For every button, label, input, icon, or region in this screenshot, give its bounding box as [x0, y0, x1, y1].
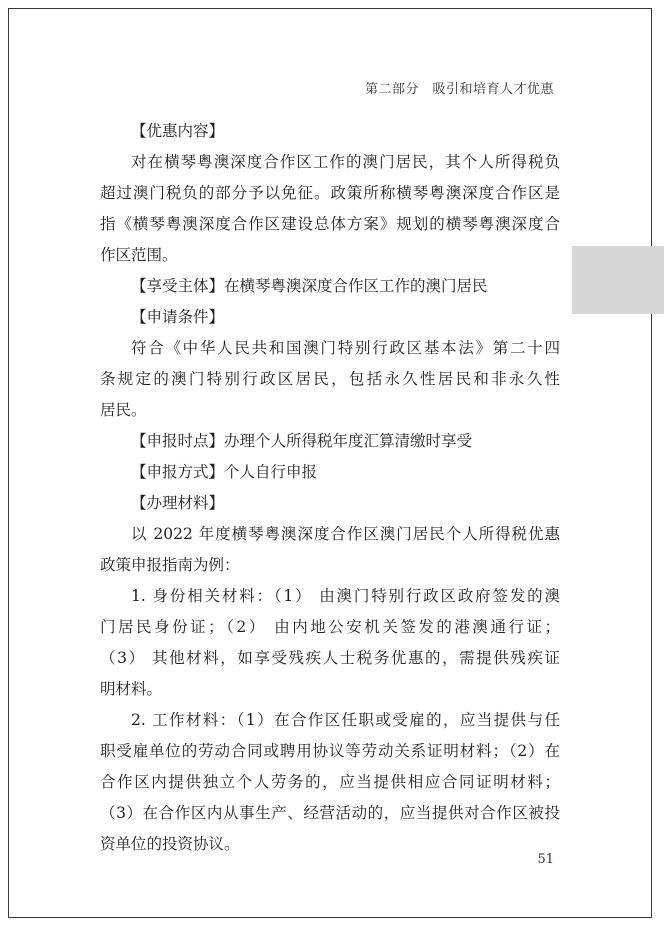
paragraph-line: 对在横琴粤澳深度合作区工作的澳门居民，其个人所得税负 — [131, 153, 560, 171]
section-heading: 【办理材料】 — [131, 494, 225, 512]
section-heading: 【优惠内容】 — [131, 122, 225, 140]
paragraph-line: 以 2022 年度横琴粤澳深度合作区澳门居民个人所得税优惠 — [131, 525, 560, 543]
section-heading: 【申报方式】个人自行申报 — [131, 463, 318, 481]
page-number: 51 — [537, 852, 554, 867]
list-item-line: （3）在合作区内从事生产、经营活动的，应当提供对合作区被投 — [100, 804, 560, 822]
section-heading: 【申请条件】 — [131, 308, 225, 326]
running-header: 第二部分 吸引和培育人才优惠 — [364, 82, 554, 97]
list-item-line: 职受雇单位的劳动合同或聘用协议等劳动关系证明材料；（2）在 — [100, 742, 560, 760]
body-text — [100, 116, 560, 860]
list-item-line: 资单位的投资协议。 — [100, 835, 240, 853]
list-item-line: 门居民身份证；（2） 由内地公安机关签发的港澳通行证； — [100, 618, 560, 636]
section-heading: 【申报时点】办理个人所得税年度汇算清缴时享受 — [131, 432, 473, 450]
section-heading: 【享受主体】在横琴粤澳深度合作区工作的澳门居民 — [131, 277, 488, 295]
list-item-line: 2. 工作材料：（1）在合作区任职或受雇的，应当提供与任 — [131, 711, 560, 729]
paragraph-line: 政策申报指南为例： — [100, 556, 240, 574]
list-item-line: 1. 身份相关材料：（1） 由澳门特别行政区政府签发的澳 — [131, 587, 560, 605]
paragraph-line: 居民。 — [100, 401, 147, 419]
paragraph-line: 指《横琴粤澳深度合作区建设总体方案》规划的横琴粤澳深度合 — [100, 215, 560, 233]
list-item-line: 明材料。 — [100, 680, 163, 698]
list-item-line: 合作区内提供独立个人劳务的，应当提供相应合同证明材料； — [100, 773, 560, 791]
paragraph-line: 条规定的澳门特别行政区居民，包括永久性居民和非永久性 — [100, 370, 560, 388]
paragraph-line: 符合《中华人民共和国澳门特别行政区基本法》第二十四 — [131, 339, 560, 357]
paragraph-line: 超过澳门税负的部分予以免征。政策所称横琴粤澳深度合作区是 — [100, 184, 560, 202]
chapter-thumb-tab — [572, 246, 664, 314]
list-item-line: （3） 其他材料，如享受残疾人士税务优惠的，需提供残疾证 — [100, 649, 560, 667]
paragraph-line: 作区范围。 — [100, 246, 178, 264]
